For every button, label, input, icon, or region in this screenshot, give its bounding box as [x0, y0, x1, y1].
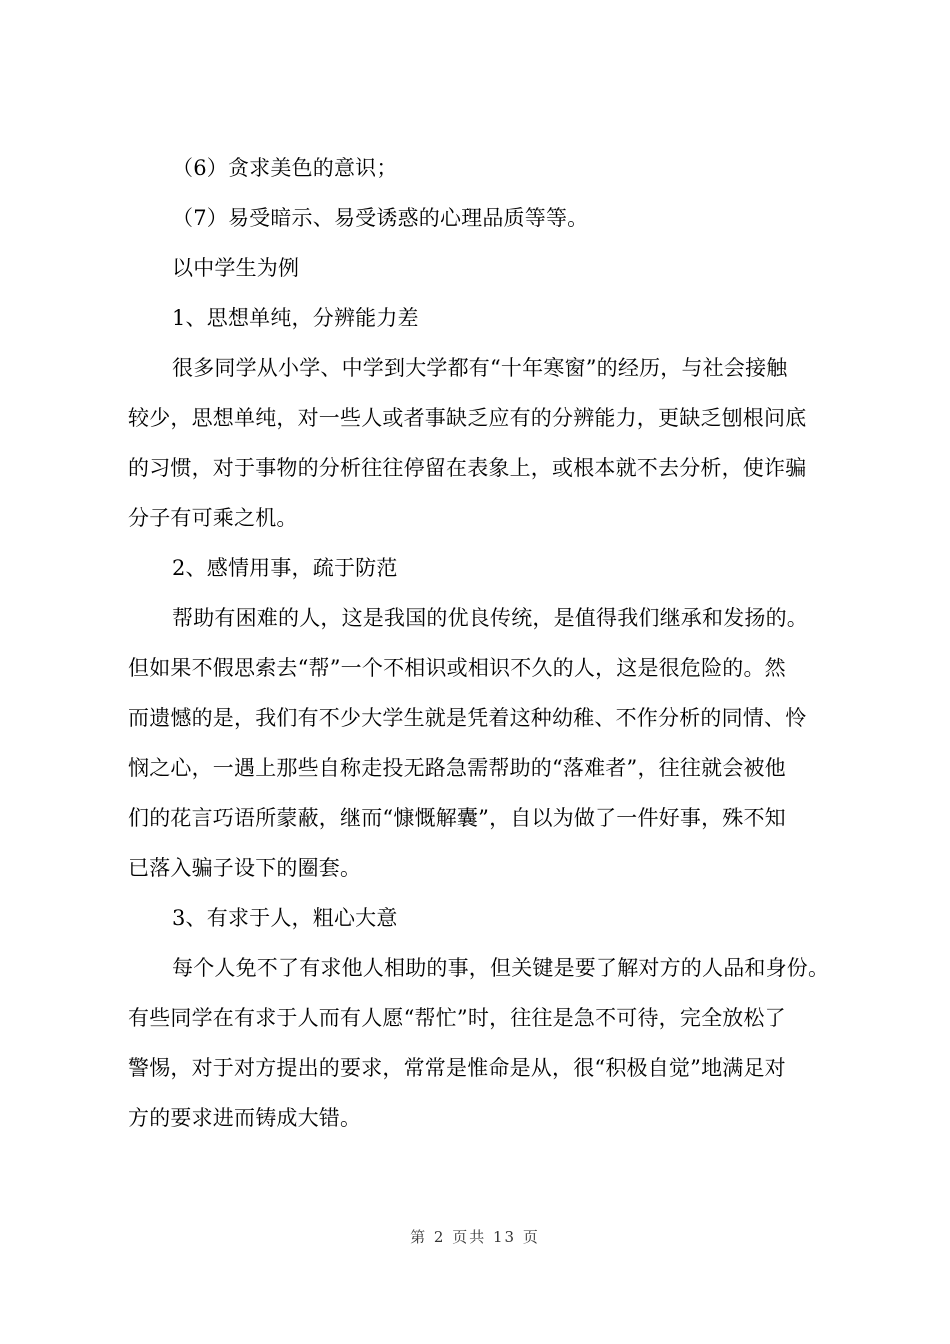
text-line: 很多同学从小学、中学到大学都有“十年寒窗”的经历，与社会接触 — [172, 356, 788, 380]
text-line: 的习惯，对于事物的分析往往停留在表象上，或根本就不去分析，使诈骗 — [128, 456, 807, 480]
text-line: 以中学生为例 — [172, 256, 300, 280]
text-line: （6）贪求美色的意识； — [172, 156, 398, 180]
text-line: 已落入骗子设下的圈套。 — [128, 856, 362, 880]
text-line: （7）易受暗示、易受诱惑的心理品质等等。 — [172, 206, 589, 230]
text-line: 分子有可乘之机。 — [128, 506, 298, 530]
text-line: 较少，思想单纯，对一些人或者事缺乏应有的分辨能力，更缺乏刨根问底 — [128, 406, 807, 430]
section-heading: 2、感情用事，疏于防范 — [172, 556, 398, 580]
text-line: 有些同学在有求于人而有人愿“帮忙”时，往往是急不可待，完全放松了 — [128, 1006, 786, 1030]
text-line: 帮助有困难的人，这是我国的优良传统，是值得我们继承和发扬的。 — [172, 606, 808, 630]
text-line: 们的花言巧语所蒙蔽，继而“慷慨解囊”，自以为做了一件好事，殊不知 — [128, 806, 786, 830]
text-line: 而遗憾的是，我们有不少大学生就是凭着这种幼稚、不作分析的同情、怜 — [128, 706, 807, 730]
section-heading: 1、思想单纯，分辨能力差 — [172, 306, 419, 330]
text-line: 警惕，对于对方提出的要求，常常是惟命是从，很“积极自觉”地满足对 — [128, 1056, 786, 1080]
text-line: 悯之心，一遇上那些自称走投无路急需帮助的“落难者”，往往就会被他 — [128, 756, 786, 780]
section-heading: 3、有求于人，粗心大意 — [172, 906, 398, 930]
document-body — [128, 143, 848, 1143]
text-line: 每个人免不了有求他人相助的事，但关键是要了解对方的人品和身份。 — [172, 956, 830, 980]
page-number-footer: 第 2 页共 13 页 — [410, 1228, 540, 1246]
text-line: 但如果不假思索去“帮”一个不相识或相识不久的人，这是很危险的。然 — [128, 656, 786, 680]
text-line: 方的要求进而铸成大错。 — [128, 1106, 362, 1130]
